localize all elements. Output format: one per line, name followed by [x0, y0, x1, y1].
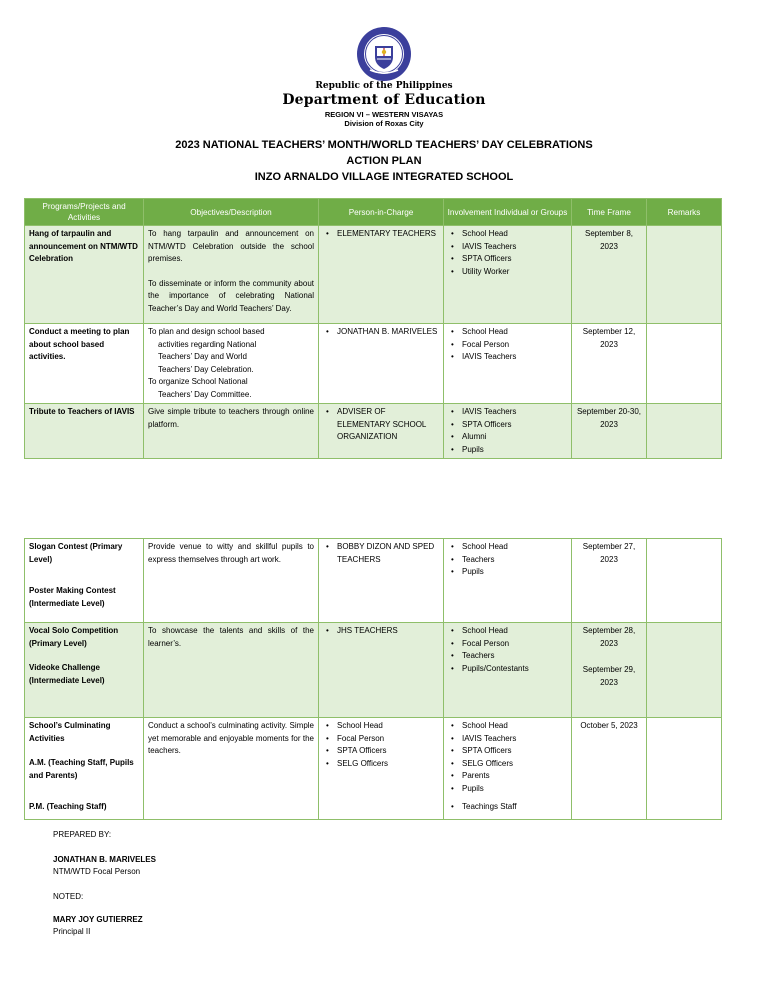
title-line-1: 2023 NATIONAL TEACHERS’ MONTH/WORLD TEACHERS’ DAY CELEBRATIONS	[175, 139, 593, 151]
involvement-cell: • School Head • IAVIS Teachers • SPTA Officers • Utility Worker	[444, 226, 572, 324]
time-frame-cell: September 20-30, 2023	[572, 404, 647, 459]
time-frame-cell: October 5, 2023	[572, 718, 647, 820]
remarks-cell	[647, 539, 722, 623]
table-row	[25, 226, 722, 324]
col-header-involvement: Involvement Individual or Groups	[444, 199, 572, 226]
involvement-cell: • School Head • IAVIS Teachers • SPTA Officers • SELG Officers • Parents • Pupils • Teachings Staff	[444, 718, 572, 820]
deped-seal-icon	[356, 26, 412, 82]
program-cell: Slogan Contest (Primary Level) Poster Making Contest (Intermediate Level)	[25, 539, 144, 623]
prepared-by-label: PREPARED BY:	[53, 830, 112, 839]
remarks-cell	[647, 718, 722, 820]
table-header-row	[25, 199, 722, 226]
col-header-person: Person-in-Charge	[319, 199, 444, 226]
person-cell: • ELEMENTARY TEACHERS	[319, 226, 444, 324]
col-header-programs: Programs/Projects and Activities	[25, 199, 144, 226]
title-line-2: ACTION PLAN	[346, 155, 422, 167]
person-cell: • ADVISER OF ELEMENTARY SCHOOL ORGANIZATION	[319, 404, 444, 459]
objectives-cell: To plan and design school based activities regarding National Teachers’ Day and World Teachers’ Day Celebration. To organize School National Teachers’ Day Committee.	[144, 324, 319, 404]
program-cell: Hang of tarpaulin and announcement on NTM/WTD Celebration	[25, 226, 144, 324]
involvement-cell: • School Head • Focal Person • Teachers • Pupils/Contestants	[444, 623, 572, 718]
table-row	[25, 404, 722, 459]
prepared-by-name: JONATHAN B. MARIVELES	[53, 855, 156, 864]
objectives-cell: To showcase the talents and skills of the learner’s.	[144, 623, 319, 718]
region-line: REGION VI – WESTERN VISAYAS	[324, 110, 444, 119]
program-cell: Conduct a meeting to plan about school based activities.	[25, 324, 144, 404]
remarks-cell	[647, 623, 722, 718]
noted-title: Principal II	[53, 927, 91, 936]
republic-line: Republic of the Philippines	[315, 81, 453, 91]
objectives-cell: Provide venue to witty and skillful pupils to express themselves through art work.	[144, 539, 319, 623]
department-name: Department of Education	[282, 92, 486, 108]
program-cell: Tribute to Teachers of IAVIS	[25, 404, 144, 459]
prepared-by-title: NTM/WTD Focal Person	[53, 867, 141, 876]
time-frame-cell: September 28, 2023 September 29, 2023	[572, 623, 647, 718]
person-cell: • JONATHAN B. MARIVELES	[319, 324, 444, 404]
division-line: Division of Roxas City	[344, 119, 424, 128]
col-header-remarks: Remarks	[647, 199, 722, 226]
objectives-cell: To hang tarpaulin and announcement on NTM/WTD Celebration outside the school premises. To disseminate or inform the community about the importance of celebrating National Teacher’s Day and World Teachers’ Day.	[144, 226, 319, 324]
person-cell: • BOBBY DIZON AND SPED TEACHERS	[319, 539, 444, 623]
action-plan-table-2	[24, 538, 722, 820]
involvement-cell: • School Head • Focal Person • IAVIS Teachers	[444, 324, 572, 404]
noted-label: NOTED:	[53, 892, 84, 901]
involvement-cell: • IAVIS Teachers • SPTA Officers • Alumni • Pupils	[444, 404, 572, 459]
objectives-cell: Give simple tribute to teachers through online platform.	[144, 404, 319, 459]
remarks-cell	[647, 324, 722, 404]
person-cell: • JHS TEACHERS	[319, 623, 444, 718]
time-frame-cell: September 8, 2023	[572, 226, 647, 324]
col-header-objectives: Objectives/Description	[144, 199, 319, 226]
remarks-cell	[647, 226, 722, 324]
involvement-cell: • School Head • Teachers • Pupils	[444, 539, 572, 623]
objectives-cell: Conduct a school’s culminating activity. Simple yet memorable and enjoyable moments for the teachers.	[144, 718, 319, 820]
remarks-cell	[647, 404, 722, 459]
table-row	[25, 623, 722, 718]
time-frame-cell: September 12, 2023	[572, 324, 647, 404]
col-header-time: Time Frame	[572, 199, 647, 226]
time-frame-cell: September 27, 2023	[572, 539, 647, 623]
action-plan-table-1	[24, 198, 722, 459]
program-cell: Vocal Solo Competition (Primary Level) Videoke Challenge (Intermediate Level)	[25, 623, 144, 718]
person-cell: • School Head • Focal Person • SPTA Officers • SELG Officers	[319, 718, 444, 820]
title-line-3: INZO ARNALDO VILLAGE INTEGRATED SCHOOL	[254, 171, 514, 183]
program-cell: School’s Culminating Activities A.M. (Teaching Staff, Pupils and Parents) P.M. (Teaching Staff)	[25, 718, 144, 820]
table-row	[25, 539, 722, 623]
table-row	[25, 718, 722, 820]
table-row	[25, 324, 722, 404]
noted-name: MARY JOY GUTIERREZ	[53, 915, 143, 924]
